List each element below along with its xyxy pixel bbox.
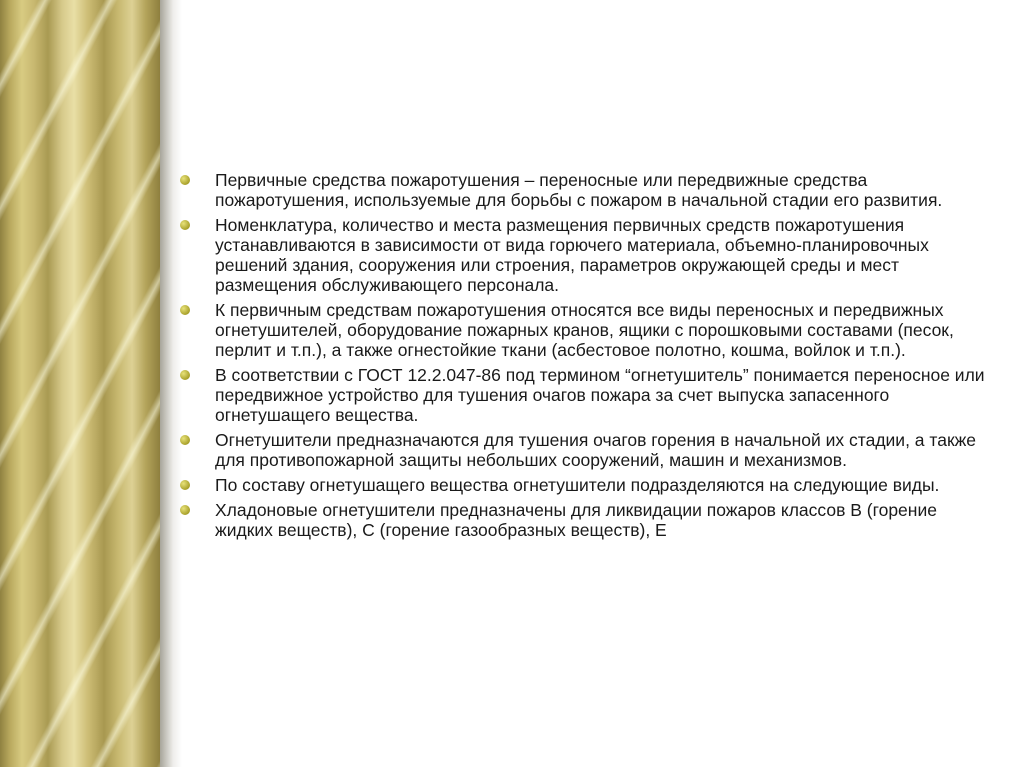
band-shadow bbox=[160, 0, 182, 767]
bullet-dot-icon bbox=[180, 370, 190, 380]
bullet-dot-icon bbox=[180, 435, 190, 445]
bullet-text: Хладоновые огнетушители предназначены для ликвидации пожаров классов В (горение жидких веществ), С (горение газообразных веществ), Е bbox=[215, 500, 937, 540]
list-item bbox=[180, 170, 990, 210]
bullet-text: Номенклатура, количество и места размещения первичных средств пожаротушения устанавливаются в зависимости от вида горючего материала, объемно-планировочных решений здания, сооружения или строения, параметров окружающей среды и мест размещения обслуживающего персонала. bbox=[215, 215, 929, 295]
list-item bbox=[180, 430, 990, 470]
bullet-dot-icon bbox=[180, 505, 190, 515]
list-item bbox=[180, 300, 990, 360]
bullet-text: По составу огнетушащего вещества огнетушители подразделяются на следующие виды. bbox=[215, 475, 940, 495]
bullet-dot-icon bbox=[180, 480, 190, 490]
bullet-dot-icon bbox=[180, 220, 190, 230]
list-item bbox=[180, 215, 990, 295]
list-item bbox=[180, 500, 990, 540]
bullet-list bbox=[180, 170, 990, 540]
bullet-text: Огнетушители предназначаются для тушения очагов горения в начальной их стадии, а также для противопожарной защиты небольших сооружений, машин и механизмов. bbox=[215, 430, 977, 470]
decorative-gold-band bbox=[0, 0, 160, 767]
list-item bbox=[180, 475, 990, 495]
bullet-dot-icon bbox=[180, 305, 190, 315]
list-item bbox=[180, 365, 990, 425]
bullet-text: Первичные средства пожаротушения – переносные или передвижные средства пожаротушения, используемые для борьбы с пожаром в начальной стадии его развития. bbox=[215, 170, 943, 210]
bullet-dot-icon bbox=[180, 175, 190, 185]
bullet-text: В соответствии с ГОСТ 12.2.047-86 под термином “огнетушитель” понимается переносное или передвижное устройство для тушения очагов пожара за счет выпуска запасенного огнетушащего вещества. bbox=[215, 365, 985, 425]
bullet-text: К первичным средствам пожаротушения относятся все виды переносных и передвижных огнетушителей, оборудование пожарных кранов, ящики с порошковыми составами (песок, перлит и т.п.), а также огнестойкие ткани (асбестовое полотно, кошма, войлок и т.п.). bbox=[215, 300, 954, 360]
slide-content bbox=[180, 170, 990, 545]
